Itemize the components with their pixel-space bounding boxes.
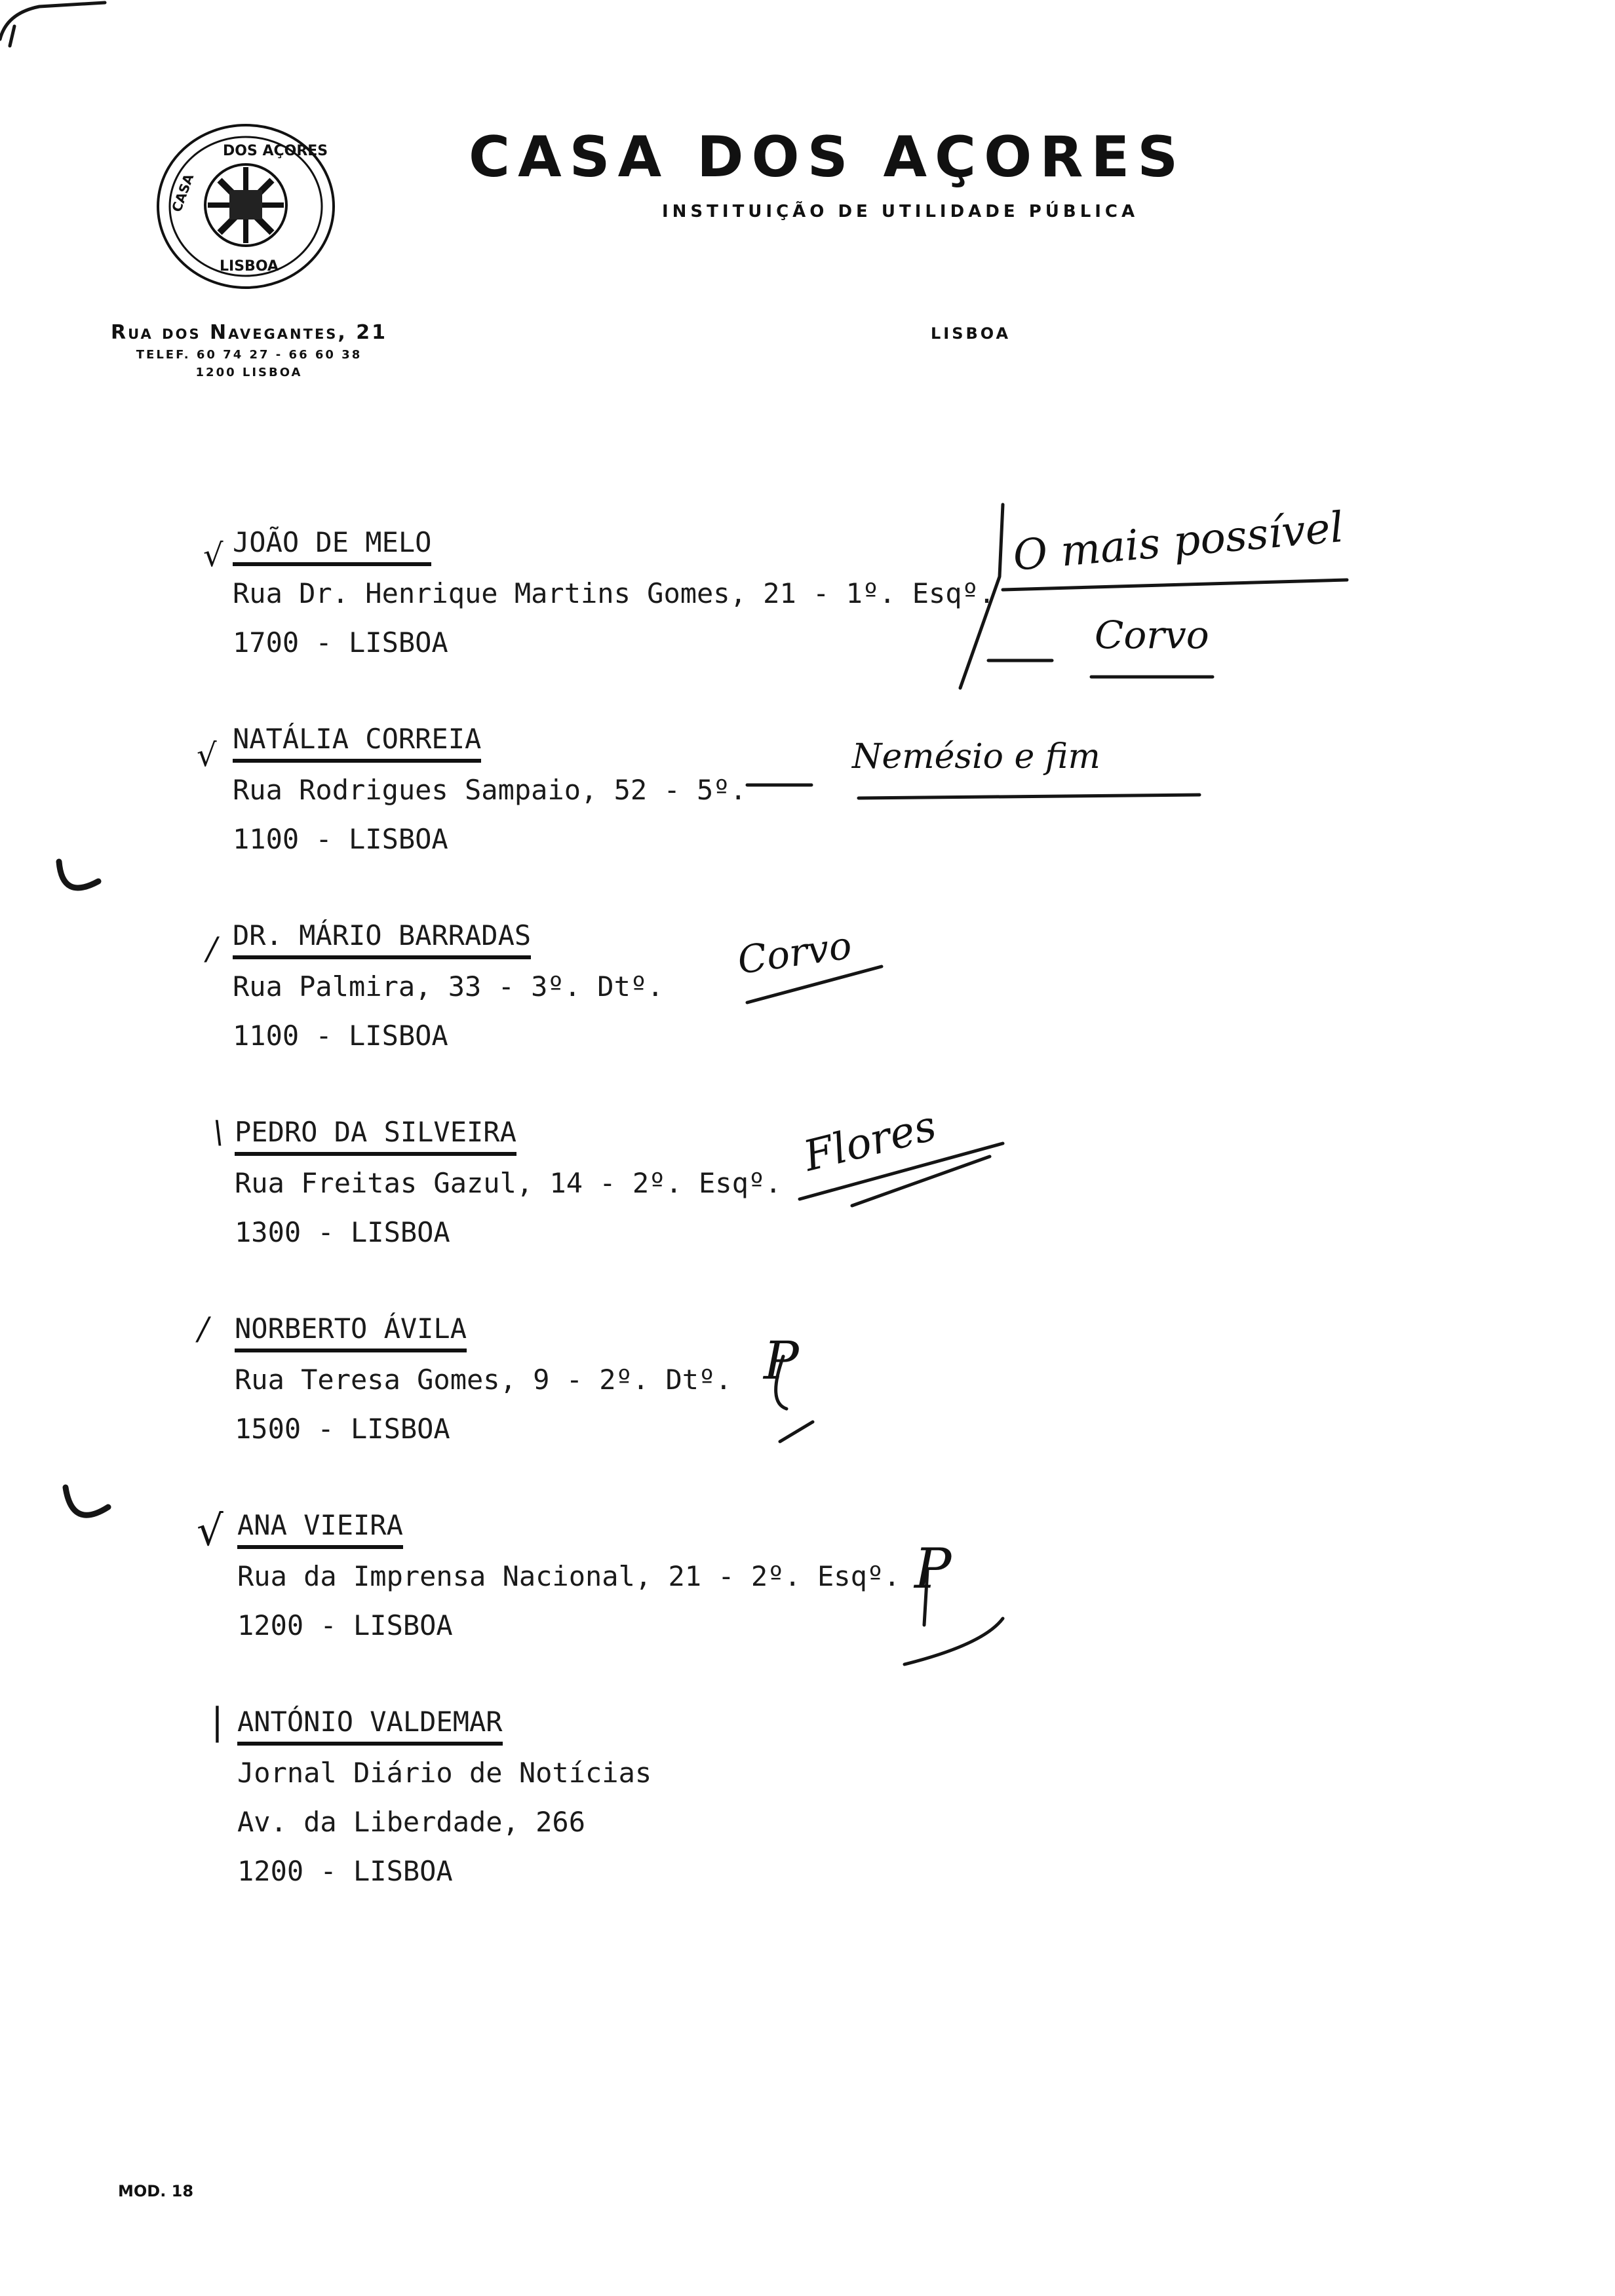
annotation-note: Nemésio e fim — [852, 737, 1100, 776]
entry-line: Rua da Imprensa Nacional, 21 - 2º. Esqº. — [237, 1560, 901, 1592]
seal-top-text: DOS AÇORES — [223, 143, 328, 159]
entry-name: NORBERTO ÁVILA — [235, 1309, 467, 1352]
entry-line: 1700 - LISBOA — [233, 626, 448, 659]
seal-left-text: CASA — [168, 172, 197, 214]
annotation-note: Flores — [799, 1101, 941, 1181]
address-postal: 1200 LISBOA — [195, 366, 303, 379]
entry-name: ANTÓNIO VALDEMAR — [237, 1702, 503, 1746]
check-mark: √ — [197, 737, 217, 774]
entry-line: 1200 - LISBOA — [237, 1855, 453, 1887]
check-mark: / — [206, 930, 218, 967]
entry-line: Rua Palmira, 33 - 3º. Dtº. — [233, 970, 664, 1003]
letterhead-city: LISBOA — [931, 324, 1011, 343]
entry-name: PEDRO DA SILVEIRA — [235, 1113, 516, 1156]
entry-line: Rua Rodrigues Sampaio, 52 - 5º. — [233, 774, 747, 806]
address-phone: TELEF. 60 74 27 - 66 60 38 — [136, 348, 362, 362]
annotation-note: P — [764, 1330, 799, 1391]
entry-name: JOÃO DE MELO — [233, 523, 431, 566]
letterhead-subtitle: INSTITUIÇÃO DE UTILIDADE PÚBLICA — [662, 202, 1139, 221]
entry-line: 1200 - LISBOA — [237, 1609, 453, 1641]
entry-line: Jornal Diário de Notícias — [237, 1757, 652, 1789]
annotation-note: O mais possível — [1011, 503, 1346, 581]
entry-line: 1300 - LISBOA — [235, 1216, 450, 1248]
check-mark: | — [211, 1700, 224, 1743]
entry-line: Av. da Liberdade, 266 — [237, 1806, 586, 1838]
annotation-note: P — [914, 1537, 952, 1601]
seal-bottom-text: LISBOA — [220, 258, 279, 275]
address-street: Rua dos Navegantes, 21 — [110, 321, 388, 344]
entry-line: Rua Freitas Gazul, 14 - 2º. Esqº. — [235, 1167, 782, 1199]
entry-name: DR. MÁRIO BARRADAS — [233, 916, 531, 959]
entry-line: 1100 - LISBOA — [233, 1020, 448, 1052]
check-mark: \ — [213, 1114, 224, 1151]
check-mark: √ — [197, 1507, 224, 1556]
entry-line: 1500 - LISBOA — [235, 1413, 450, 1445]
check-mark: / — [198, 1311, 209, 1347]
annotation-note: Corvo — [1095, 613, 1209, 657]
annotation-note: Corvo — [735, 923, 855, 983]
entry-name: ANA VIEIRA — [237, 1506, 403, 1549]
check-mark: √ — [203, 537, 224, 574]
letterhead-title: CASA DOS AÇORES — [469, 124, 1186, 190]
entry-line: Rua Teresa Gomes, 9 - 2º. Dtº. — [235, 1364, 732, 1396]
entry-line: Rua Dr. Henrique Martins Gomes, 21 - 1º. Esqº. — [233, 577, 996, 609]
entry-line: 1100 - LISBOA — [233, 823, 448, 855]
entry-name: NATÁLIA CORREIA — [233, 719, 481, 763]
form-code: MOD. 18 — [118, 2182, 194, 2200]
